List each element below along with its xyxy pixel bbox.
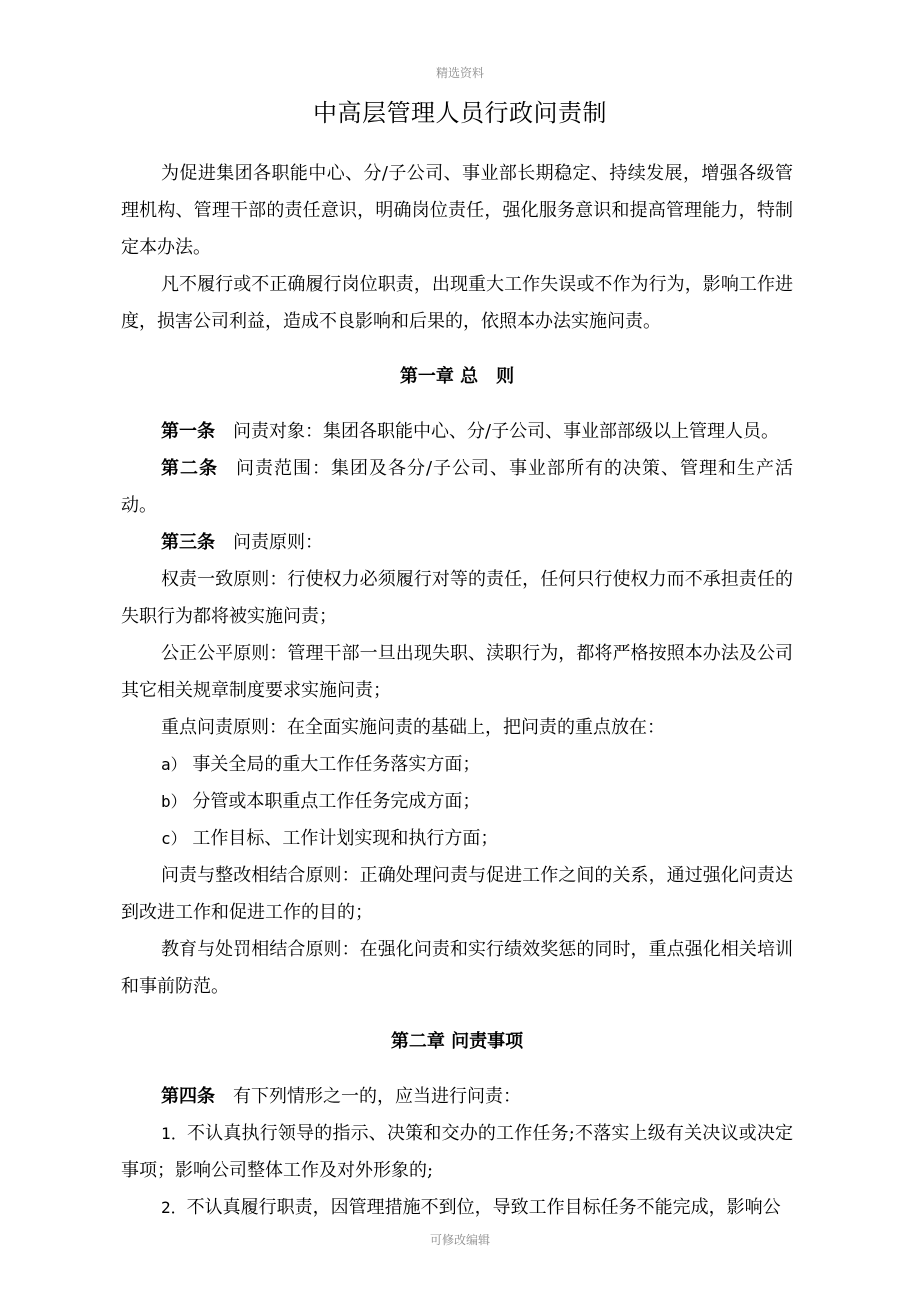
chapter-2-heading: 第二章 问责事项 — [390, 1031, 524, 1052]
focus-item-c-text: 工作目标、工作计划实现和执行方面； — [192, 828, 499, 849]
focus-item-b — [121, 783, 793, 820]
intro-paragraph-2: 凡不履行或不正确履行岗位职责，出现重大工作失误或不作为行为，影响工作进度，损害公司利益，造成不良影响和后果的，依照本办法实施问责。 — [121, 274, 793, 332]
article-2-text: 问责范围：集团及各分/子公司、事业部所有的决策、管理和生产活动。 — [121, 458, 794, 516]
case-item-1-text: 不认真执行领导的指示、决策和交办的工作任务;不落实上级有关决议或决定事项；影响公司整体工作及对外形象的; — [121, 1123, 793, 1181]
chapter-1-heading: 第一章 总 则 — [399, 366, 515, 387]
focus-item-a-text: 事关全局的重大工作任务落实方面； — [192, 754, 481, 775]
article-4-label: 第四条 — [161, 1086, 215, 1107]
focus-item-b-mark: b） — [161, 792, 187, 811]
article-1 — [121, 413, 793, 450]
article-3-text: 问责原则： — [233, 532, 323, 553]
focus-item-b-text: 分管或本职重点工作任务完成方面； — [192, 791, 481, 812]
footer-watermark: 可修改编辑 — [429, 1233, 490, 1247]
article-4 — [121, 1078, 793, 1115]
article-2-label: 第二条 — [161, 458, 218, 479]
article-2 — [121, 450, 793, 524]
article-4-text: 有下列情形之一的，应当进行问责： — [233, 1086, 521, 1107]
document-title: 中高层管理人员行政问责制 — [313, 99, 607, 127]
principle-fairness: 公正公平原则：管理干部一旦出现失职、渎职行为，都将严格按照本办法及公司其它相关规章制度要求实施问责； — [121, 643, 793, 701]
principle-rectify: 问责与整改相结合原则：正确处理问责与促进工作之间的关系，通过强化问责达到改进工作和促进工作的目的； — [121, 865, 793, 923]
document-body — [121, 155, 793, 1226]
focus-item-c-mark: c） — [161, 829, 187, 848]
principle-consistency: 权责一致原则：行使权力必须履行对等的责任，任何只行使权力而不承担责任的失职行为都将被实施问责； — [121, 569, 793, 627]
article-3 — [121, 524, 793, 561]
article-1-text: 问责对象：集团各职能中心、分/子公司、事业部部级以上管理人员。 — [233, 421, 780, 442]
focus-item-a-mark: a） — [161, 755, 187, 774]
case-item-1 — [121, 1115, 793, 1189]
case-item-1-mark: 1． — [161, 1124, 187, 1143]
article-1-label: 第一条 — [161, 421, 215, 442]
case-item-2 — [121, 1189, 793, 1226]
header-watermark: 精选资料 — [435, 66, 484, 80]
principle-focus: 重点问责原则：在全面实施问责的基础上，把问责的重点放在： — [161, 717, 665, 738]
focus-item-a — [121, 746, 793, 783]
article-3-label: 第三条 — [161, 532, 215, 553]
focus-item-c — [121, 820, 793, 857]
case-item-2-text: 不认真履行职责，因管理措施不到位，导致工作目标任务不能完成，影响公 — [186, 1197, 781, 1218]
principle-education: 教育与处罚相结合原则：在强化问责和实行绩效奖惩的同时，重点强化相关培训和事前防范。 — [121, 939, 793, 997]
intro-paragraph-1: 为促进集团各职能中心、分/子公司、事业部长期稳定、持续发展，增强各级管理机构、管理干部的责任意识，明确岗位责任，强化服务意识和提高管理能力，特制定本办法。 — [121, 163, 793, 258]
case-item-2-mark: 2． — [161, 1198, 187, 1217]
